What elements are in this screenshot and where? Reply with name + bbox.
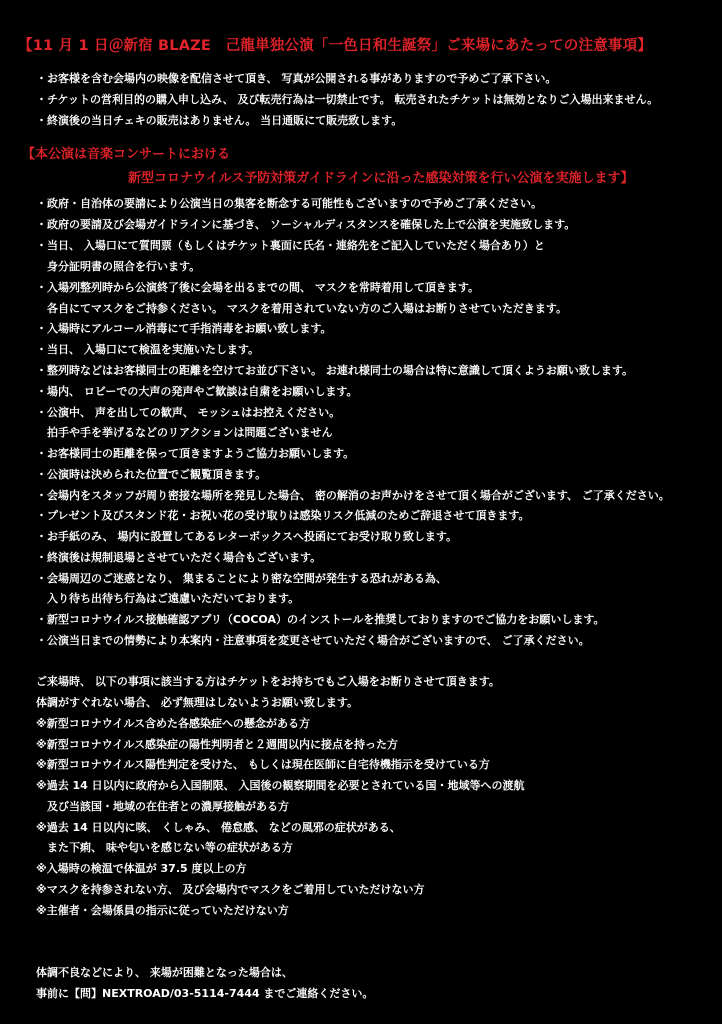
intro-line: ・終演後の当日チェキの販売はありません。 当日通販にて販売致します。	[36, 114, 403, 127]
rule-line: ・新型コロナウイルス接触確認アプリ（COCOA）のインストールを推奨しておりますのでご協力をお願いします。	[36, 613, 605, 626]
refusal-line: ※入場時の検温で体温が 37.5 度以上の方	[36, 862, 247, 875]
rule-line: ・場内、 ロビーでの大声の発声やご歓談は自粛をお願いします。	[36, 385, 358, 398]
rule-line: 入り待ち出待ち行為はご遠慮いただいております。	[36, 592, 300, 605]
rule-line: ・当日、 入場口にて検温を実施いたします。	[36, 343, 259, 356]
rule-line: ・公演中、 声を出しての歓声、 モッシュはお控えください。	[36, 406, 341, 419]
rule-line: 各自にてマスクをご持参ください。 マスクを着用されていない方のご入場はお断りさせていただきます。	[36, 302, 567, 315]
rule-line: ・お手紙のみ、 場内に設置してあるレターボックスへ投函にてお受け取り致します。	[36, 530, 458, 543]
contact-line: 事前に【問】NEXTROAD/03-5114-7444 までご連絡ください。	[36, 987, 374, 1000]
rule-line: 身分証明書の照合を行います。	[36, 260, 201, 273]
refusal-line: また下痢、 味や匂いを感じない等の症状がある方	[36, 841, 293, 854]
refusal-line: ご来場時、 以下の事項に該当する方はチケットをお持ちでもご入場をお断りさせて頂きます。	[36, 675, 500, 688]
rule-line: ・当日、 入場口にて質問票（もしくはチケット裏面に氏名・連絡先をご記入していただく場合あり）と	[36, 239, 545, 252]
intro-line: ・お客様を含む会場内の映像を配信させて頂き、 写真が公開される事がありますので予めご了承下さい。	[36, 72, 557, 85]
rule-line: ・終演後は規制退場とさせていただく場合もございます。	[36, 551, 322, 564]
rule-line: ・入場時にアルコール消毒にて手指消毒をお願い致します。	[36, 322, 332, 335]
refusal-line: ※過去 14 日以内に政府から入国制限、 入国後の観察期間を必要とされている国・地域等への渡航	[36, 779, 525, 792]
section-heading: 新型コロナウイルス予防対策ガイドラインに沿った感染対策を行い公演を実施します】	[128, 171, 634, 186]
refusal-line: ※過去 14 日以内に咳、 くしゃみ、 倦怠感、 などの風邪の症状がある、	[36, 821, 401, 834]
refusal-line: ※マスクを持参されない方、 及び会場内でマスクをご着用していただけない方	[36, 883, 425, 896]
rule-line: ・入場列整列時から公演終了後に会場を出るまでの間、 マスクを常時着用して頂きます。	[36, 281, 479, 294]
rule-line: ・会場内をスタッフが周り密接な場所を発見した場合、 密の解消のお声かけをさせて頂く場合がございます、 ご了承ください。	[36, 489, 670, 502]
refusal-line: ※新型コロナウイルス感染症の陽性判明者と２週間以内に接点を持った方	[36, 738, 399, 751]
contact-line: 体調不良などにより、 来場が困難となった場合は、	[36, 966, 293, 979]
rule-line: ・プレゼント及びスタンド花・お祝い花の受け取りは感染リスク低減のためご辞退させて頂きます。	[36, 509, 530, 522]
page-title: 【11 月 1 日＠新宿 BLAZE 己龍単独公演「一色日和生誕祭」ご来場にあたっての注意事項】	[18, 38, 652, 54]
refusal-line: ※新型コロナウイルス陽性判定を受けた、 もしくは現在医師に自宅待機指示を受けている方	[36, 758, 490, 771]
rule-line: ・政府・自治体の要請により公演当日の集客を断念する可能性もございますので予めご了承ください。	[36, 197, 542, 210]
refusal-line: ※主催者・会場係員の指示に従っていただけない方	[36, 904, 289, 917]
rule-line: ・整列時などはお客様同士の距離を空けてお並び下さい。 お連れ様同士の場合は特に意識して頂くようお願い致します。	[36, 364, 633, 377]
rule-line: ・お客様同士の距離を保って頂きますようご協力お願いします。	[36, 447, 355, 460]
refusal-line: 体調がすぐれない場合、 必ず無理はしないようお願い致します。	[36, 696, 358, 709]
refusal-line: 及び当該国・地域の在住者との濃厚接触がある方	[36, 800, 289, 813]
rule-line: ・公演当日までの情勢により本案内・注意事項を変更させていただく場合がございますので、 ご了承ください。	[36, 634, 590, 647]
section-heading: 【本公演は音楽コンサートにおける	[22, 147, 231, 162]
rule-line: ・公演時は決められた位置でご観覧頂きます。	[36, 468, 267, 481]
rule-line: ・会場周辺のご迷惑となり、 集まることにより密な空間が発生する恐れがある為、	[36, 572, 447, 585]
rule-line: 拍手や手を挙げるなどのリアクションは問題ございません	[36, 426, 333, 439]
refusal-line: ※新型コロナウイルス含めた各感染症への懸念がある方	[36, 717, 311, 730]
rule-line: ・政府の要請及び会場ガイドラインに基づき、 ソーシャルディスタンスを確保した上で公演を実施致します。	[36, 218, 576, 231]
intro-line: ・チケットの営利目的の購入申し込み、 及び転売行為は一切禁止です。 転売されたチケットは無効となりご入場出来ません。	[36, 93, 659, 106]
